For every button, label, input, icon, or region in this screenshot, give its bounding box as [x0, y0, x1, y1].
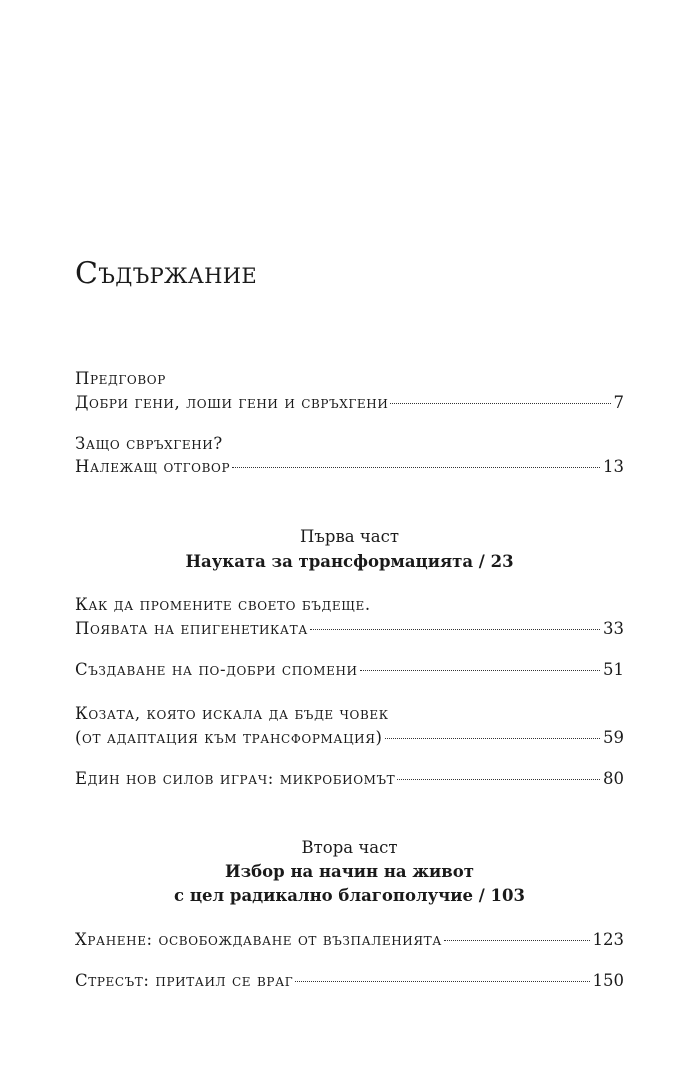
toc-entry-label: (от адаптация към трансформация)	[75, 728, 383, 747]
part-two-title-line1[interactable]: Избор на начин на живот	[225, 862, 474, 881]
page-number: 7	[613, 393, 624, 412]
dot-leader	[385, 738, 600, 739]
toc-entry-label: Един нов силов играч: микробиомът	[75, 769, 396, 788]
page-title: Съдържание	[75, 256, 257, 291]
toc-entry-label: Належащ отговор	[75, 457, 231, 476]
toc-entry-microbiome[interactable]	[75, 768, 624, 790]
toc-entry-goat-heading: Козата, която искала да бъде човек	[75, 704, 389, 723]
toc-entry-why-supergenes-heading: Защо свръхгени?	[75, 434, 223, 453]
dot-leader	[295, 981, 589, 982]
dot-leader	[360, 670, 600, 671]
dot-leader	[444, 940, 590, 941]
toc-entry-nutrition[interactable]	[75, 929, 624, 951]
toc-entry-stress[interactable]	[75, 970, 624, 992]
page-number: 59	[603, 728, 624, 747]
toc-entry-goat[interactable]	[75, 727, 624, 749]
toc-entry-epigenetics[interactable]	[75, 618, 624, 640]
page-number: 51	[603, 660, 624, 679]
page-number: 80	[603, 769, 624, 788]
page-number: 150	[592, 971, 624, 990]
toc-entry-label: Добри гени, лоши гени и свръхгени	[75, 393, 389, 412]
part-one-label: Първа част	[300, 527, 399, 546]
page-number: 13	[603, 457, 624, 476]
table-of-contents-page	[75, 0, 624, 1075]
dot-leader	[232, 467, 600, 468]
part-two-title-line2[interactable]: с цел радикално благополучие / 103	[174, 886, 525, 905]
dot-leader	[397, 779, 600, 780]
toc-entry-label: Хранене: освобождаване от възпаленията	[75, 930, 442, 949]
toc-entry-preface[interactable]	[75, 392, 624, 414]
part-one-title[interactable]: Науката за трансформацията / 23	[185, 552, 514, 571]
dot-leader	[310, 629, 600, 630]
toc-entry-label: Стресът: притаил се враг	[75, 971, 294, 990]
toc-entry-label: Създаване на по-добри спомени	[75, 660, 358, 679]
page-number: 123	[592, 930, 624, 949]
toc-entry-epigenetics-heading: Как да промените своето бъдеще.	[75, 595, 371, 614]
page-number: 33	[603, 619, 624, 638]
dot-leader	[390, 403, 610, 404]
toc-entry-label: Появата на епигенетиката	[75, 619, 308, 638]
toc-entry-why-supergenes[interactable]	[75, 456, 624, 478]
part-two-label: Втора част	[301, 838, 398, 857]
toc-entry-preface-heading: Предговор	[75, 369, 166, 388]
toc-entry-better-memories[interactable]	[75, 659, 624, 681]
